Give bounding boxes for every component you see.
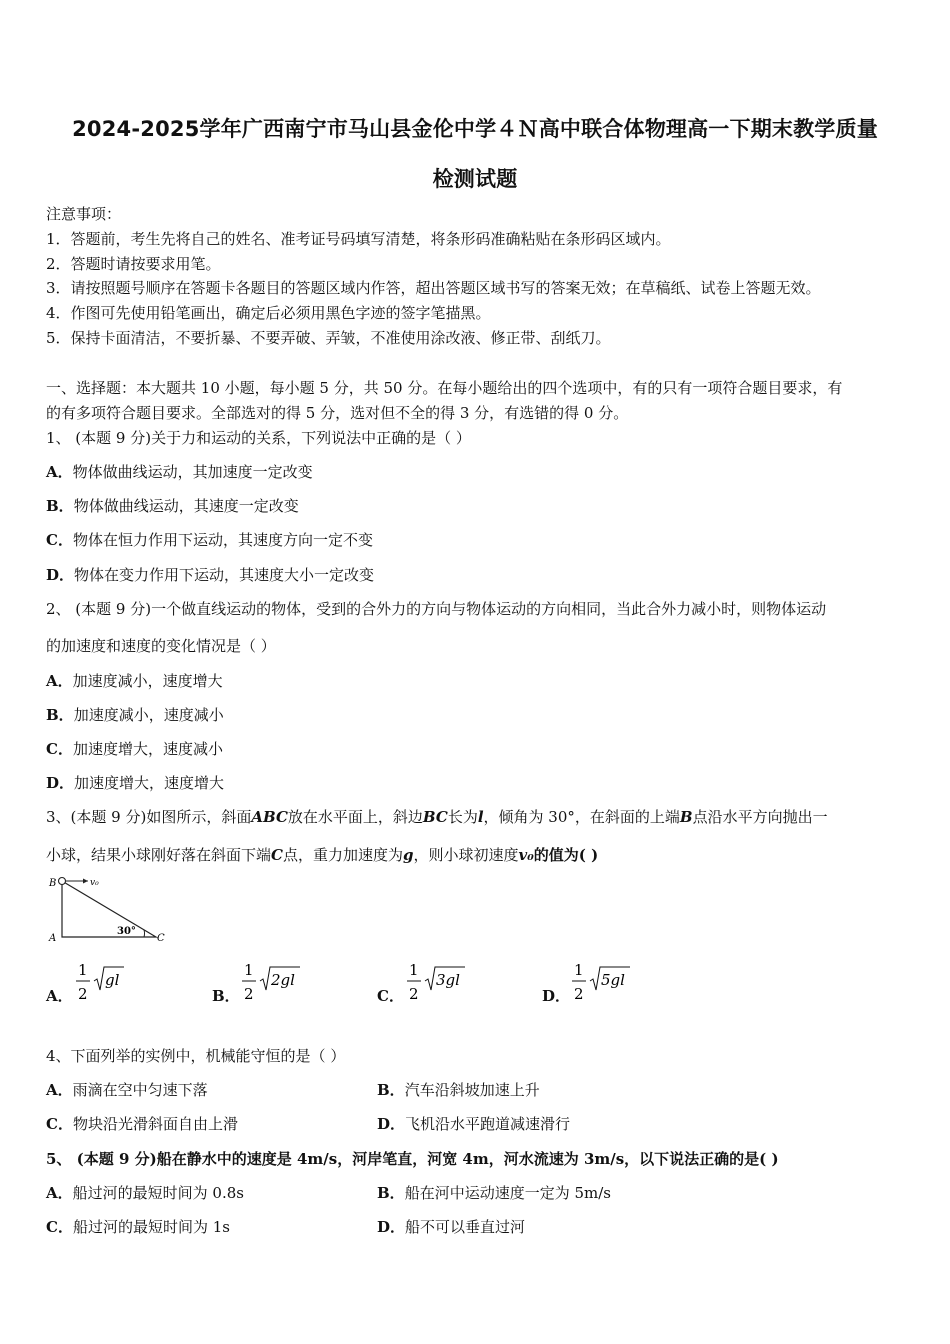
question-2-option-a — [46, 670, 223, 691]
option-text: 船在河中运动速度一定为 5m/s — [404, 1184, 611, 1202]
option-label: D． — [377, 1218, 406, 1236]
question-3-option-b-formula — [240, 960, 306, 1008]
option-text: 物体在恒力作用下运动，其速度方向一定不变 — [72, 531, 373, 549]
question-4-stem: 4、下面列举的实例中，机械能守恒的是（ ） — [46, 1047, 346, 1065]
question-4-option-d — [377, 1113, 570, 1134]
symbol-g: g — [402, 846, 414, 864]
stem-text: 小球，结果小球刚好落在斜面下端 — [46, 846, 272, 864]
option-text: 物体做曲线运动，其速度一定改变 — [73, 497, 299, 515]
section-intro-line1: 一、选择题：本大题共 10 小题，每小题 5 分，共 50 分。在每小题给出的四个选项中，有的只有一项符合题目要求，有 — [46, 379, 843, 397]
option-label: C． — [46, 1115, 73, 1133]
question-2-option-b — [46, 704, 224, 725]
option-text: 加速度减小，速度减小 — [73, 706, 224, 724]
option-text: 汽车沿斜坡加速上升 — [404, 1081, 540, 1099]
option-label: C． — [46, 1218, 73, 1236]
stem-text: ，倾角为 30°，在斜面的上端 — [483, 808, 680, 826]
question-4-option-c — [46, 1113, 238, 1134]
exam-title-line2: 检测试题 — [432, 167, 518, 191]
question-3-option-b-label: B． — [212, 987, 240, 1005]
option-label: B． — [46, 706, 74, 724]
notice-item: 1．答题前，考生先将自己的姓名、准考证号码填写清楚，将条形码准确粘贴在条形码区域内。 — [46, 230, 671, 248]
question-5-option-a — [46, 1182, 244, 1203]
fraction-denominator: 2 — [409, 985, 419, 1003]
option-text: 雨滴在空中匀速下落 — [72, 1081, 208, 1099]
angle-arc-icon — [144, 930, 145, 937]
option-label: A． — [46, 463, 73, 481]
incline-triangle — [62, 881, 156, 937]
symbol-abc: ABC — [251, 808, 288, 826]
stem-text: 点，重力加速度为 — [282, 846, 403, 864]
question-4-option-b — [377, 1079, 540, 1100]
option-text: 物块沿光滑斜面自由上滑 — [72, 1115, 238, 1133]
question-3-option-c-label: C． — [377, 987, 404, 1005]
notice-item: 4．作图可先使用铅笔画出，确定后必须用黑色字迹的签字笔描黑。 — [46, 304, 491, 322]
option-text: 船过河的最短时间为 0.8s — [72, 1184, 244, 1202]
option-text: 加速度增大，速度减小 — [72, 740, 223, 758]
question-1-stem: 1、 (本题 9 分)关于力和运动的关系，下列说法中正确的是（ ） — [46, 429, 471, 447]
notice-item: 2．答题时请按要求用笔。 — [46, 255, 221, 273]
notice-item: 3．请按照题号顺序在答题卡各题目的答题区域内作答，超出答题区域书写的答案无效；在草稿纸、试卷上答题无效。 — [46, 279, 821, 297]
stem-text: 放在水平面上，斜边 — [287, 808, 423, 826]
stem-text: 点沿水平方向抛出一 — [692, 808, 828, 826]
label-a: A — [49, 933, 57, 944]
question-3-option-a-formula — [74, 960, 134, 1008]
symbol-l: l — [477, 808, 484, 826]
label-angle: 30° — [117, 926, 136, 937]
question-1-option-c — [46, 529, 373, 550]
symbol-v0: v₀ — [518, 846, 534, 864]
option-label: D． — [46, 566, 75, 584]
question-3-option-d-label: D． — [542, 987, 571, 1005]
question-2-stem-line1: 2、 (本题 9 分)一个做直线运动的物体，受到的合外力的方向与物体运动的方向相同，当此合外力减小时，则物体运动 — [46, 600, 827, 618]
radicand: 2gl — [271, 971, 295, 989]
fraction-numerator: 1 — [244, 961, 254, 979]
stem-text: ，则小球初速度 — [413, 846, 519, 864]
arrow-head-icon — [83, 879, 88, 884]
option-text: 飞机沿水平跑道减速滑行 — [405, 1115, 571, 1133]
symbol-b: B — [679, 808, 693, 826]
question-3-stem-line2 — [46, 844, 598, 865]
exam-title-line1: 2024-2025学年广西南宁市马山县金伦中学４Ｎ高中联合体物理高一下期末教学质量 — [72, 117, 878, 141]
notice-heading: 注意事项： — [46, 205, 122, 223]
incline-figure — [44, 872, 174, 947]
question-4-option-a — [46, 1079, 208, 1100]
question-3-option-d-formula — [570, 960, 636, 1008]
fraction-numerator: 1 — [78, 961, 88, 979]
label-b: B — [49, 878, 57, 889]
option-label: B． — [46, 497, 74, 515]
option-label: D． — [46, 774, 75, 792]
option-label: A． — [46, 1081, 73, 1099]
fraction-numerator: 1 — [409, 961, 419, 979]
option-text: 加速度减小，速度增大 — [72, 672, 223, 690]
question-1-option-a — [46, 461, 313, 482]
radicand: 3gl — [436, 971, 460, 989]
option-label: A． — [46, 672, 73, 690]
option-label: C． — [46, 531, 73, 549]
label-c: C — [157, 933, 165, 944]
fraction-numerator: 1 — [574, 961, 584, 979]
option-label: B． — [377, 1184, 405, 1202]
option-text: 船不可以垂直过河 — [405, 1218, 526, 1236]
stem-text: 3、(本题 9 分)如图所示，斜面 — [46, 808, 252, 826]
symbol-bc: BC — [422, 808, 448, 826]
question-5-option-d — [377, 1216, 525, 1237]
fraction-denominator: 2 — [574, 985, 584, 1003]
stem-text: 长为 — [447, 808, 478, 826]
notice-item: 5．保持卡面清洁，不要折暴、不要弄破、弄皱，不准使用涂改液、修正带、刮纸刀。 — [46, 329, 611, 347]
radicand: gl — [105, 971, 120, 989]
option-text: 物体做曲线运动，其加速度一定改变 — [72, 463, 313, 481]
option-text: 物体在变力作用下运动，其速度大小一定改变 — [74, 566, 375, 584]
option-label: A． — [46, 1184, 73, 1202]
question-5-option-c — [46, 1216, 230, 1237]
label-v0: v₀ — [90, 878, 99, 888]
question-2-option-d — [46, 772, 224, 793]
question-5-option-b — [377, 1182, 611, 1203]
question-5-stem: 5、 (本题 9 分)船在静水中的速度是 4m/s，河岸笔直，河宽 4m，河水流速为 3m/s，以下说法正确的是( ) — [46, 1150, 779, 1168]
option-text: 加速度增大，速度增大 — [74, 774, 225, 792]
symbol-c: C — [271, 846, 283, 864]
fraction-denominator: 2 — [78, 985, 88, 1003]
question-2-option-c — [46, 738, 223, 759]
question-3-option-c-formula — [405, 960, 471, 1008]
option-label: B． — [377, 1081, 405, 1099]
option-label: C． — [46, 740, 73, 758]
question-1-option-b — [46, 495, 299, 516]
question-3-stem-line1 — [46, 806, 828, 827]
question-2-stem-line2: 的加速度和速度的变化情况是（ ） — [46, 637, 276, 655]
radicand: 5gl — [601, 971, 625, 989]
ball-icon — [59, 878, 66, 885]
stem-text: 的值为( ) — [533, 846, 599, 864]
fraction-denominator: 2 — [244, 985, 254, 1003]
question-3-option-a-label: A． — [46, 987, 73, 1005]
option-label: D． — [377, 1115, 406, 1133]
question-1-option-d — [46, 564, 374, 585]
section-intro-line2: 的有多项符合题目要求。全部选对的得 5 分，选对但不全的得 3 分，有选错的得 0 分。 — [46, 404, 629, 422]
option-text: 船过河的最短时间为 1s — [72, 1218, 230, 1236]
